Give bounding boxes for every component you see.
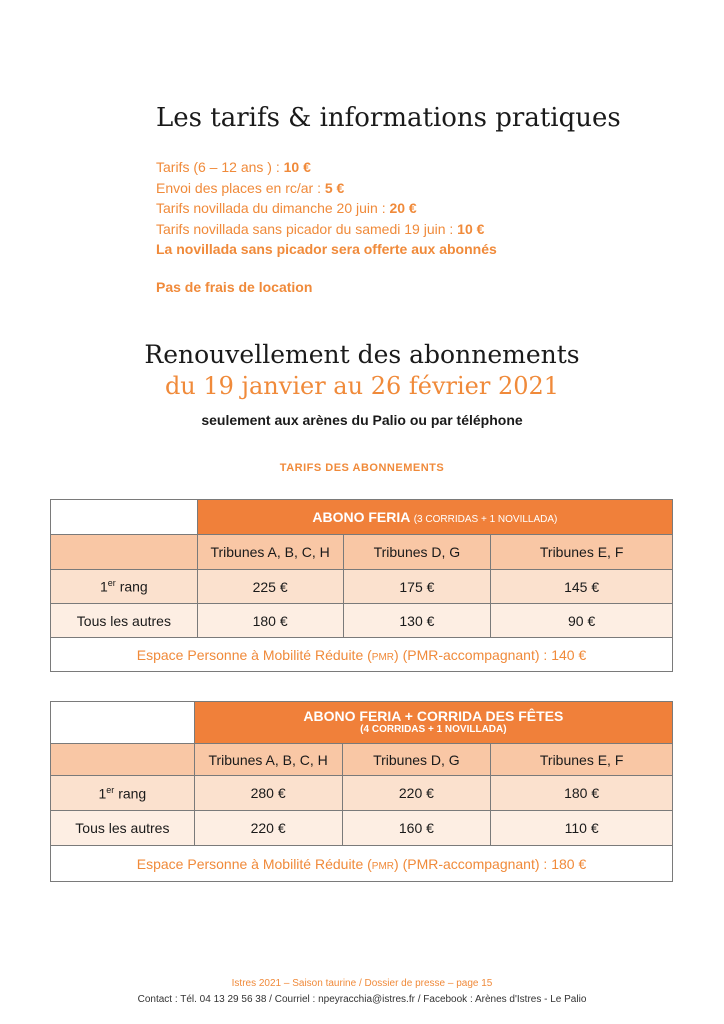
renewal-title: Renouvellement des abonnements [144, 340, 580, 369]
price-cell: 180 € [491, 776, 673, 811]
column-header: Tribunes A, B, C, H [194, 744, 342, 776]
tarif-value: 5 € [324, 179, 345, 196]
tarif-line [156, 219, 497, 240]
pmr-row: Espace Personne à Mobilité Réduite (PMR) (PMR-accompagnant) : 180 € [51, 846, 673, 882]
tarif-label: Tarifs (6 – 12 ans ) : [156, 159, 284, 175]
footer-page-info: Istres 2021 – Saison taurine / Dossier de presse – page 15 [231, 978, 493, 989]
table-cell [51, 744, 195, 776]
table-header [194, 702, 672, 744]
table-cell [51, 535, 198, 570]
offer-note: La novillada sans picador sera offerte aux abonnés [156, 241, 497, 257]
table-header [197, 500, 672, 535]
tarif-value: 10 € [457, 220, 485, 237]
row-label: 1er rang [51, 570, 198, 604]
tarifs-list [156, 157, 497, 260]
tarif-label: Envoi des places en rc/ar : [156, 179, 325, 196]
footer-contact: Contact : Tél. 04 13 29 56 38 / Courriel : npeyracchia@istres.fr / Facebook : Arènes d'Istres - Le Palio [137, 994, 587, 1005]
renewal-where: seulement aux arènes du Palio ou par téléphone [201, 412, 523, 428]
column-header: Tribunes E, F [491, 744, 673, 776]
table-row [51, 604, 673, 638]
tarif-value: 20 € [389, 200, 417, 216]
price-cell: 175 € [343, 570, 491, 604]
subscription-table-feria [50, 499, 673, 672]
price-cell: 225 € [197, 570, 343, 604]
price-cell: 220 € [342, 776, 491, 811]
table-row [51, 776, 673, 811]
column-header: Tribunes D, G [343, 535, 491, 570]
no-fees-note: Pas de frais de location [156, 279, 313, 295]
row-label: 1er rang [51, 776, 195, 811]
price-cell: 90 € [491, 604, 673, 638]
row-label: Tous les autres [51, 604, 198, 638]
tarif-label: Tarifs novillada du dimanche 20 juin : [156, 200, 390, 216]
table-title: ABONO FERIA + CORRIDA DES FÊTES [303, 707, 564, 724]
row-label: Tous les autres [51, 811, 195, 846]
table-subtitle: (4 CORRIDAS + 1 NOVILLADA) [360, 723, 507, 735]
price-cell: 130 € [343, 604, 491, 638]
table-corner [51, 702, 195, 744]
table-row [51, 570, 673, 604]
tarif-label: Tarifs novillada sans picador du samedi 19 juin : [156, 220, 458, 237]
tarif-line [156, 198, 497, 219]
subscription-table-feria-fetes [50, 701, 673, 882]
column-header: Tribunes E, F [491, 535, 673, 570]
page-title: Les tarifs & informations pratiques [156, 103, 621, 133]
renewal-dates: du 19 janvier au 26 février 2021 [164, 372, 560, 400]
column-header: Tribunes A, B, C, H [197, 535, 343, 570]
table-subtitle: (3 CORRIDAS + 1 NOVILLADA) [413, 514, 558, 525]
price-cell: 280 € [194, 776, 342, 811]
table-title: ABONO FERIA [312, 509, 410, 525]
tarif-value: 10 € [283, 159, 311, 175]
tarif-line [156, 157, 497, 178]
table-corner [51, 500, 198, 535]
price-cell: 110 € [491, 811, 673, 846]
price-cell: 160 € [342, 811, 491, 846]
price-cell: 220 € [194, 811, 342, 846]
column-header: Tribunes D, G [342, 744, 491, 776]
subscriptions-heading: TARIFS DES ABONNEMENTS [279, 462, 445, 474]
price-cell: 180 € [197, 604, 343, 638]
pmr-row: Espace Personne à Mobilité Réduite (PMR) (PMR-accompagnant) : 140 € [51, 638, 673, 672]
table-row [51, 811, 673, 846]
tarif-line [156, 178, 497, 199]
price-cell: 145 € [491, 570, 673, 604]
